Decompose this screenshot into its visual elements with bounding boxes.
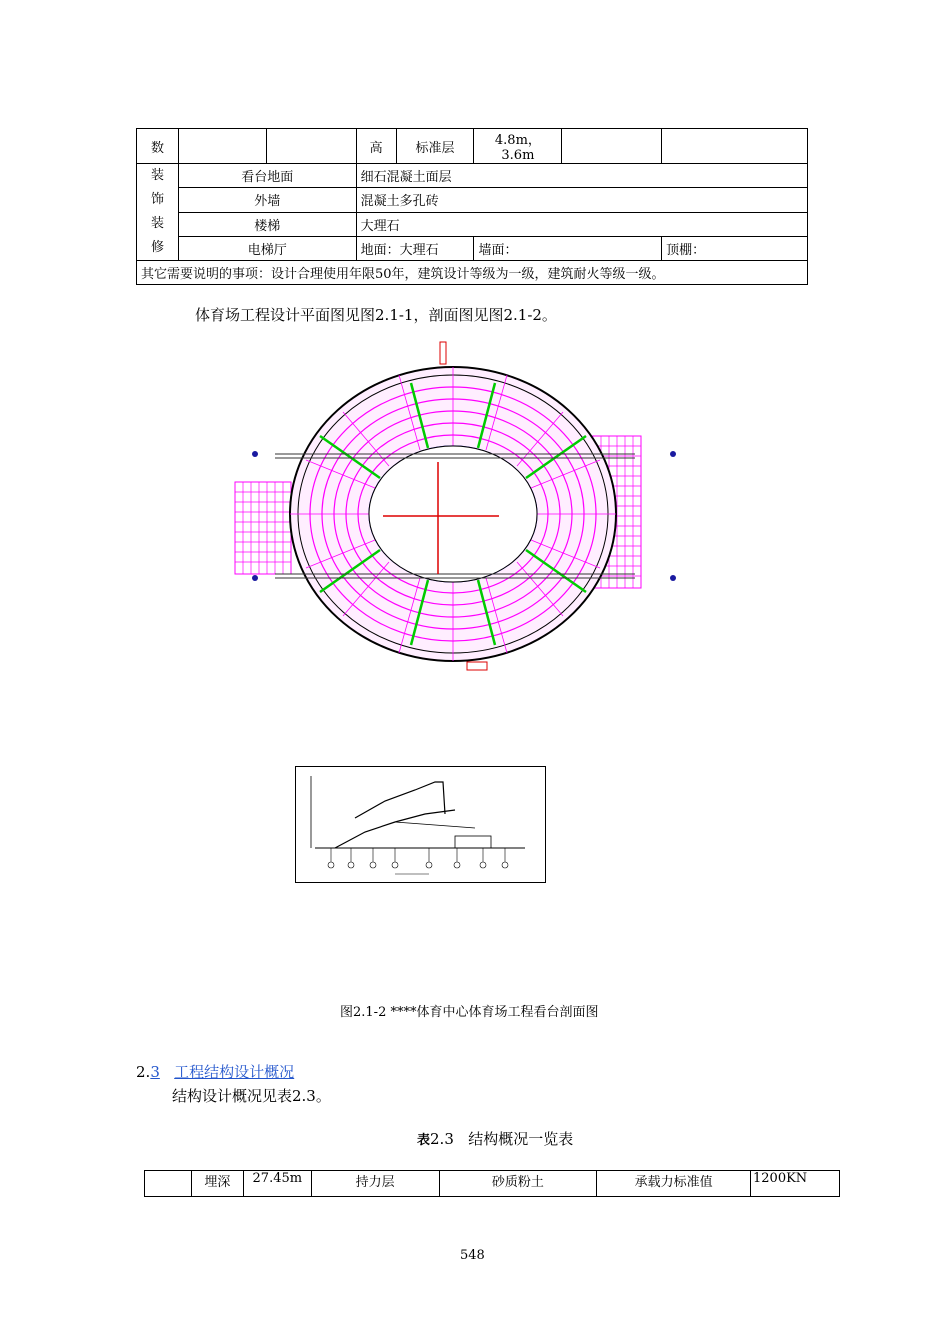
table-cell: 27.45m xyxy=(243,1171,311,1197)
empty-cell xyxy=(662,129,808,164)
page-number: 548 xyxy=(460,1248,485,1263)
table-cell: 持力层 xyxy=(311,1171,439,1197)
elevator-ceiling-cell: 顶棚： xyxy=(662,236,808,260)
decor-item-cell: 电梯厅 xyxy=(178,236,356,260)
table-caption-title: 结构概况一览表 xyxy=(468,1130,574,1148)
stadium-plan-drawing xyxy=(215,338,700,680)
table-row xyxy=(137,212,808,236)
table-caption-label: 表 xyxy=(417,1133,431,1148)
figure-caption: 图2.1-2 ****体育中心体育场工程看台剖面图 xyxy=(340,1005,599,1020)
section-paragraph: 结构设计概况见表2.3。 xyxy=(172,1087,331,1105)
heading-number-prefix: 2. xyxy=(136,1063,151,1081)
table-cell: 承载力标准值 xyxy=(597,1171,751,1197)
heading-title-link[interactable]: 工程结构设计概况 xyxy=(174,1063,295,1081)
stand-ring xyxy=(290,367,616,661)
decor-value-cell: 混凝土多孔砖 xyxy=(356,188,807,212)
floor-height-value-cell: 4.8m，3.6m xyxy=(474,129,562,164)
table-row xyxy=(145,1171,840,1197)
table-row xyxy=(137,129,808,164)
decoration-label-cell: 装 饰 装 修 xyxy=(137,164,179,261)
table-cell: 砂质粉土 xyxy=(439,1171,597,1197)
table-row xyxy=(137,188,808,212)
intro-paragraph: 体育场工程设计平面图见图2.1-1，剖面图见图2.1-2。 xyxy=(195,306,557,324)
decor-value-cell: 细石混凝土面层 xyxy=(356,164,807,188)
elevator-floor-cell: 地面：大理石 xyxy=(356,236,474,260)
table-row xyxy=(137,164,808,188)
row-label-cell: 数 xyxy=(137,129,179,164)
section-heading xyxy=(136,1061,294,1082)
table-caption-number: 2.3 xyxy=(430,1130,454,1148)
structure-table xyxy=(144,1170,840,1197)
height-label-cell: 高 xyxy=(356,129,396,164)
elevator-wall-cell: 墙面： xyxy=(474,236,662,260)
table-cell: 埋深 xyxy=(191,1171,243,1197)
table-row xyxy=(137,236,808,260)
stand-section-drawing xyxy=(295,766,546,883)
empty-cell xyxy=(266,129,356,164)
table-cell: 1200KN xyxy=(751,1171,840,1197)
decor-item-cell: 楼梯 xyxy=(178,212,356,236)
heading-number-link[interactable]: 3 xyxy=(150,1063,160,1081)
table-caption xyxy=(417,1128,573,1149)
empty-cell xyxy=(562,129,662,164)
note-cell: 其它需要说明的事项：设计合理使用年限50年，建筑设计等级为一级，建筑耐火等级一级。 xyxy=(137,261,808,285)
decor-value-cell: 大理石 xyxy=(356,212,807,236)
empty-cell xyxy=(178,129,266,164)
building-info-table xyxy=(136,128,808,285)
west-stair-grid xyxy=(235,482,291,574)
decor-item-cell: 看台地面 xyxy=(178,164,356,188)
decor-item-cell: 外墙 xyxy=(178,188,356,212)
table-row xyxy=(137,261,808,285)
table-cell xyxy=(145,1171,192,1197)
standard-floor-label-cell: 标准层 xyxy=(396,129,474,164)
